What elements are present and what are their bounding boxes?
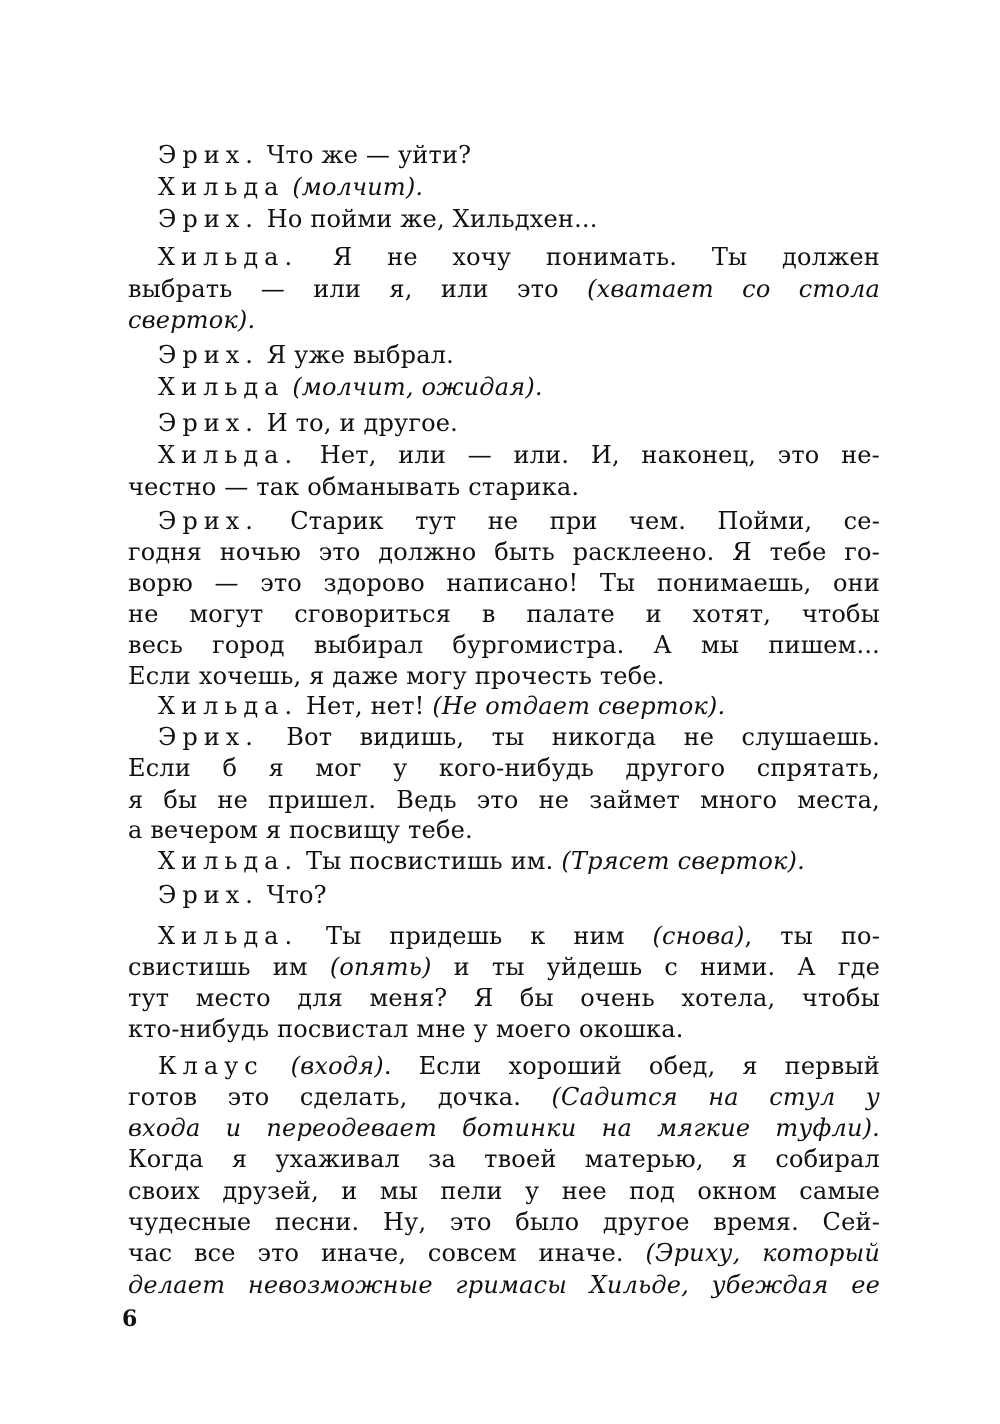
stage-direction: (Не отдает сверток).	[432, 692, 726, 720]
speaker-name: Клаус	[158, 1052, 264, 1080]
text-line	[128, 1113, 880, 1143]
line-text: весь город выбирал бургомистра. А мы пишем...	[128, 631, 880, 659]
stage-direction: делает невозможные гримасы Хильде, убеждая ее	[128, 1271, 880, 1299]
stage-direction: сверток).	[128, 306, 256, 334]
text-line	[128, 599, 880, 629]
line-text: Старик тут не при чем. Пойми, се-	[258, 507, 880, 535]
text-line	[128, 1144, 880, 1174]
stage-direction: (опять)	[329, 953, 432, 981]
dialogue-line	[158, 506, 880, 536]
speaker-name: Хильда.	[158, 692, 299, 720]
speaker-name: Эрих.	[158, 341, 259, 369]
line-text: Когда я ухаживал за твоей матерью, я собирал	[128, 1145, 880, 1173]
text-line	[128, 753, 880, 783]
speaker-name: Хильда.	[158, 922, 299, 950]
line-text: не могут сговориться в палате и хотят, чтобы	[128, 600, 880, 628]
stage-direction: (Трясет сверток).	[561, 847, 805, 875]
text-line	[128, 472, 880, 502]
text-line	[128, 1270, 880, 1300]
text-line	[128, 952, 880, 982]
dialogue-line	[158, 1051, 880, 1081]
line-text: свистишь им	[128, 953, 330, 981]
line-text: час все это иначе, совсем иначе.	[128, 1239, 646, 1267]
line-text-after: и ты уйдешь с ними. А где	[431, 953, 880, 981]
line-text: Если б я мог у кого-нибудь другого спрятать,	[128, 754, 880, 782]
dialogue-line	[158, 408, 880, 438]
speaker-name: Хильда.	[158, 441, 299, 469]
speaker-name: Хильда.	[158, 847, 299, 875]
text-line	[128, 274, 880, 304]
line-text: Вот видишь, ты никогда не слушаешь.	[258, 723, 880, 751]
text-line	[128, 983, 880, 1013]
line-text: годня ночью это должно быть расклеено. Я тебе го-	[128, 538, 880, 566]
speaker-name: Эрих.	[158, 205, 259, 233]
line-text: а вечером я посвищу тебе.	[128, 816, 473, 844]
stage-direction: (входя)	[290, 1052, 384, 1080]
line-text: готов это сделать, дочка.	[128, 1083, 552, 1111]
speaker-name: Хильда	[158, 373, 285, 401]
text-line	[128, 1014, 880, 1044]
line-text: Я не хочу понимать. Ты должен	[298, 243, 880, 271]
speaker-name: Хильда.	[158, 243, 299, 271]
dialogue-line	[158, 880, 880, 910]
line-text	[264, 1052, 291, 1080]
dialogue-line	[158, 204, 880, 234]
text-line	[128, 785, 880, 815]
speaker-name: Хильда	[158, 173, 285, 201]
line-text-after: , ты по-	[744, 922, 881, 950]
dialogue-line	[158, 722, 880, 752]
dialogue-line	[158, 140, 880, 170]
line-text: Что?	[258, 881, 327, 909]
stage-direction: (Садится на стул у	[551, 1083, 880, 1111]
line-text: Я уже выбрал.	[258, 341, 454, 369]
line-text: Нет, нет!	[298, 692, 433, 720]
stage-direction: (молчит).	[292, 173, 424, 201]
dialogue-line	[158, 691, 880, 721]
speaker-name: Эрих.	[158, 141, 259, 169]
text-line	[128, 1238, 880, 1268]
speaker-name: Эрих.	[158, 881, 259, 909]
speaker-name: Эрих.	[158, 409, 259, 437]
dialogue-line	[158, 242, 880, 272]
dialogue-line	[158, 340, 880, 370]
line-text: Что же — уйти?	[258, 141, 472, 169]
line-text: чудесные песни. Ну, это было другое время. Сей-	[128, 1208, 880, 1236]
stage-direction: (хватает со стола	[587, 275, 881, 303]
line-text: своих друзей, и мы пели у нее под окном самые	[128, 1177, 880, 1205]
text-line	[128, 1207, 880, 1237]
text-line	[128, 305, 880, 335]
speaker-name: Эрих.	[158, 507, 259, 535]
dialogue-line	[158, 921, 880, 951]
text-line	[128, 537, 880, 567]
dialogue-line	[158, 372, 880, 402]
line-text: Ты придешь к ним	[298, 922, 653, 950]
text-line	[128, 1082, 880, 1112]
stage-direction: входа и переодевает ботинки на мягкие туфли).	[128, 1114, 880, 1142]
line-text: выбрать — или я, или это	[128, 275, 588, 303]
text-line	[128, 661, 880, 691]
stage-direction: (молчит, ожидая).	[292, 373, 543, 401]
line-text: кто-нибудь посвистал мне у моего окошка.	[128, 1015, 684, 1043]
page-number: 6	[122, 1306, 138, 1332]
line-text: Если хочешь, я даже могу прочесть тебе.	[128, 662, 665, 690]
text-line	[128, 815, 880, 845]
line-text: я бы не пришел. Ведь это не займет много места,	[128, 786, 880, 814]
line-text: Но пойми же, Хильдхен...	[258, 205, 598, 233]
text-line	[128, 568, 880, 598]
dialogue-line	[158, 846, 880, 876]
line-text: ворю — это здорово написано! Ты понимаешь, они	[128, 569, 880, 597]
line-text: честно — так обманывать старика.	[128, 473, 580, 501]
text-line	[128, 630, 880, 660]
stage-direction: (снова)	[652, 922, 745, 950]
stage-direction: (Эриху, который	[645, 1239, 880, 1267]
line-text: Ты посвистишь им.	[298, 847, 562, 875]
text-line	[128, 1176, 880, 1206]
line-text: И то, и другое.	[258, 409, 459, 437]
speaker-name: Эрих.	[158, 723, 259, 751]
line-text: тут место для меня? Я бы очень хотела, чтобы	[128, 984, 880, 1012]
dialogue-line	[158, 440, 880, 470]
dialogue-line	[158, 172, 880, 202]
line-text: Нет, или — или. И, наконец, это не-	[298, 441, 880, 469]
line-text-after: . Если хороший обед, я первый	[383, 1052, 880, 1080]
